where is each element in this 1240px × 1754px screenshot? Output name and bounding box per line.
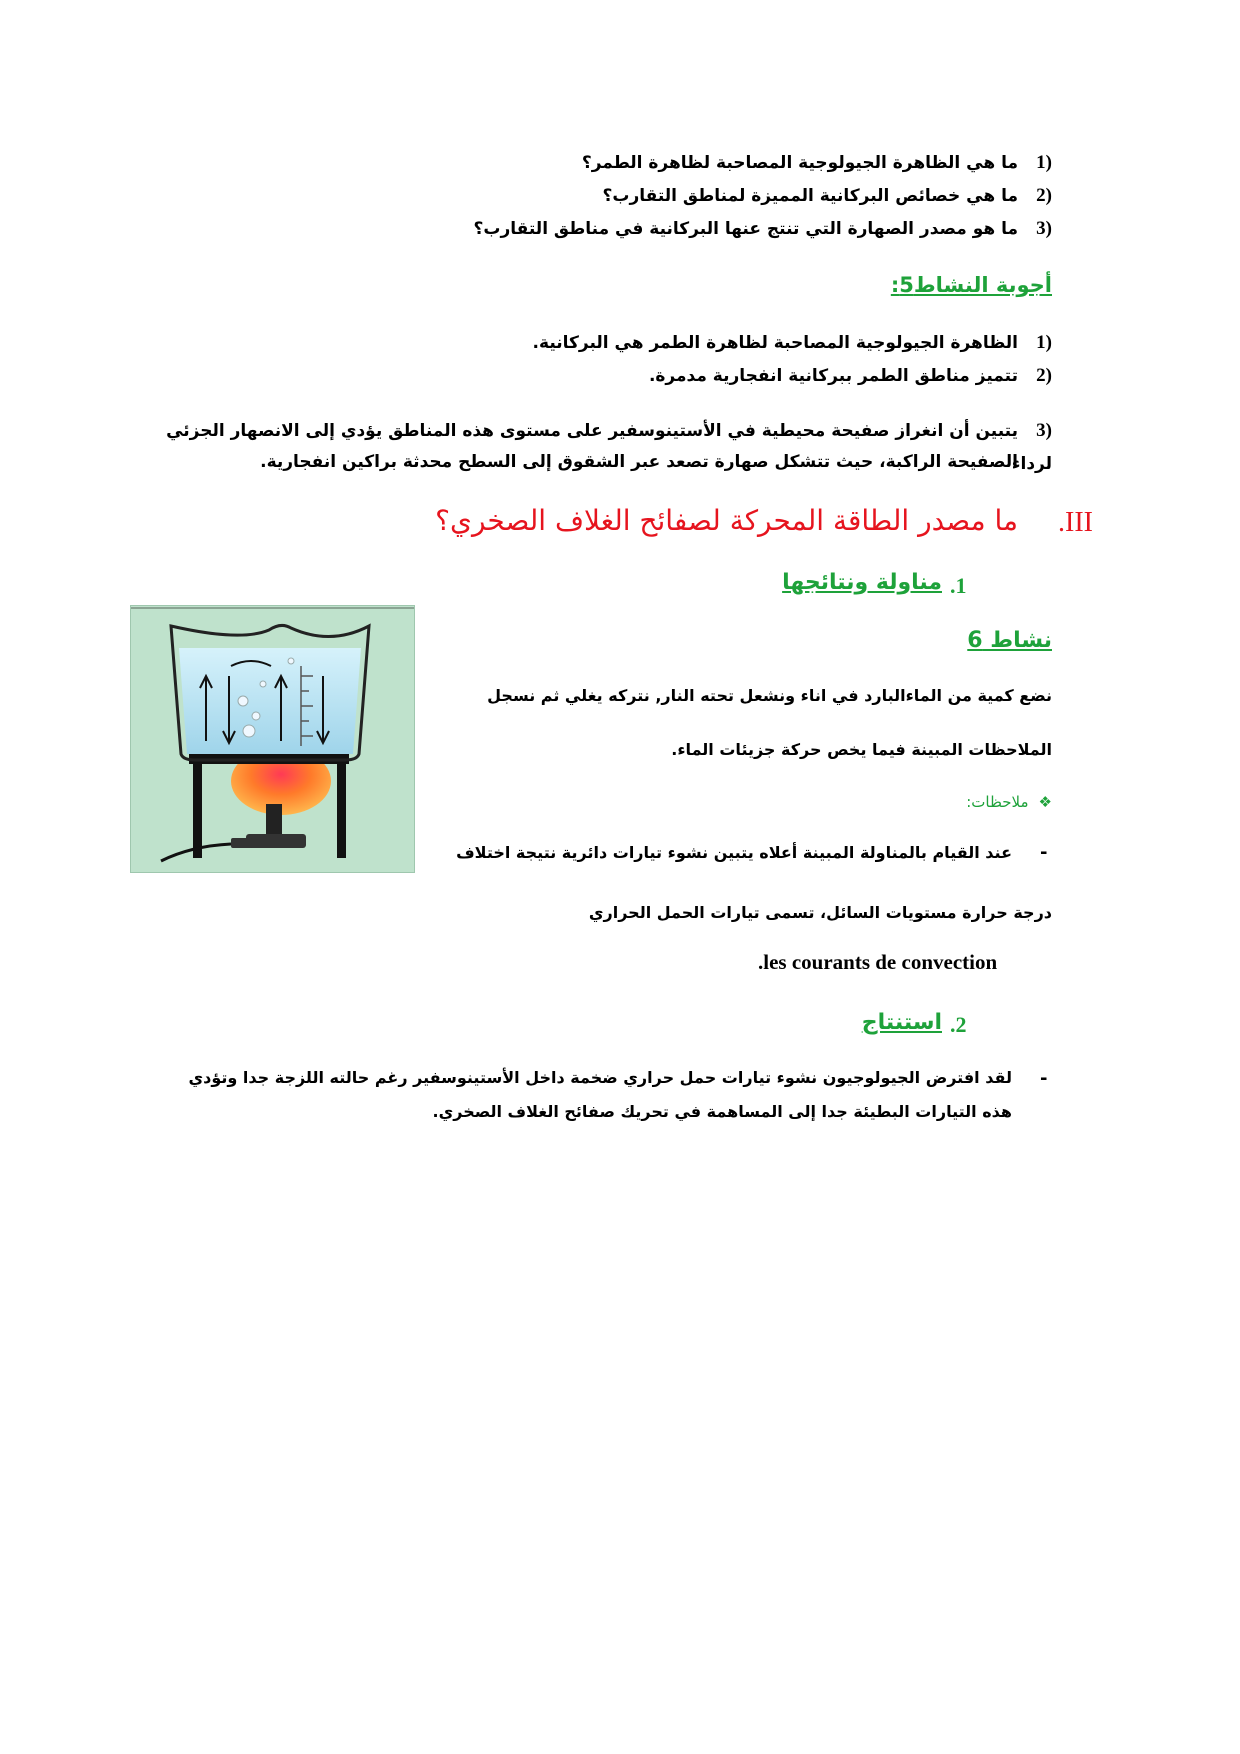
beaker-on-burner-image [131, 606, 414, 872]
subsection-1-title: مناولة ونتائجها [782, 570, 942, 595]
activity-title: نشاط 6 [967, 628, 1052, 653]
question-text: ما هي خصائص البركانية المميزة لمناطق التقارب؟ [602, 186, 1018, 206]
section-numeral: .III [1058, 507, 1093, 538]
answers-title: أجوبة النشاط5: [890, 273, 1052, 297]
subsection-1-number: .1 [950, 573, 967, 598]
answer-text-line1: يتبين أن انغراز صفيحة محيطية في الأستينوسفير على مستوى هذه المناطق يؤدي إلى الانصهار الجزئي لرداء [166, 421, 1052, 474]
question-number: (3 [1036, 218, 1052, 239]
question-text: ما هي الظاهرة الجيولوجية المصاحبة لظاهرة الطمر؟ [581, 153, 1018, 173]
answer-number: (2 [1036, 365, 1052, 386]
section-title: ما مصدر الطاقة المحركة لصفائح الغلاف الصخري؟ [435, 504, 1018, 537]
notes-line-1: عند القيام بالمناولة المبينة أعلاه يتبين نشوء تيارات دائرية نتيجة اختلاف [456, 843, 1012, 862]
subsection-2-number: .2 [950, 1012, 967, 1037]
answer-number: (1 [1036, 332, 1052, 353]
notes-line-2: درجة حرارة مستويات السائل، تسمى تيارات الحمل الحراري [588, 903, 1052, 922]
activity-line-1: نضع كمية من الماءالبارد في اناء ونشعل تحته النار, نتركه يغلي ثم نسجل [487, 686, 1052, 705]
question-1 [172, 146, 1052, 180]
conclusion-line-1: لقد افترض الجيولوجيون نشوء تيارات حمل حراري ضخمة داخل الأستينوسفير رغم حالته اللزجة جدا وتؤدي [188, 1068, 1012, 1087]
activity-line-2: الملاحظات المبينة فيما يخص حركة جزيئات الماء. [671, 740, 1052, 759]
question-number: (2 [1036, 185, 1052, 206]
convection-experiment-illustration [130, 605, 415, 873]
answer-2 [172, 359, 1052, 393]
notes-bullet: ❖ [1038, 793, 1052, 811]
conclusion-line-2: هذه التيارات البطيئة جدا إلى المساهمة في تحريك صفائح الغلاف الصخري. [432, 1102, 1012, 1121]
question-text: ما هو مصدر الصهارة التي تنتج عنها البركانية في مناطق التقارب؟ [473, 219, 1018, 239]
answer-text: تتميز مناطق الطمر ببركانية انفجارية مدمرة. [648, 366, 1018, 386]
question-2 [172, 179, 1052, 213]
question-3 [172, 212, 1052, 246]
answer-3-line2: الصفيحة الراكبة، حيث تتشكل صهارة تصعد عبر الشقوق إلى السطح محدثة براكين انفجارية. [260, 452, 1018, 472]
notes-dash: - [1040, 842, 1048, 863]
answer-text: الظاهرة الجيولوجية المصاحبة لظاهرة الطمر هي البركانية. [532, 333, 1018, 353]
answer-1 [172, 326, 1052, 360]
notes-title: ملاحظات: [966, 793, 1029, 811]
answer-number: (3 [1036, 420, 1052, 441]
question-number: (1 [1036, 152, 1052, 173]
notes-line-3: .les courants de convection [758, 950, 998, 974]
subsection-2-title: استنتاج [861, 1010, 942, 1035]
conclusion-dash: - [1040, 1068, 1048, 1089]
notes-header [652, 793, 1052, 811]
